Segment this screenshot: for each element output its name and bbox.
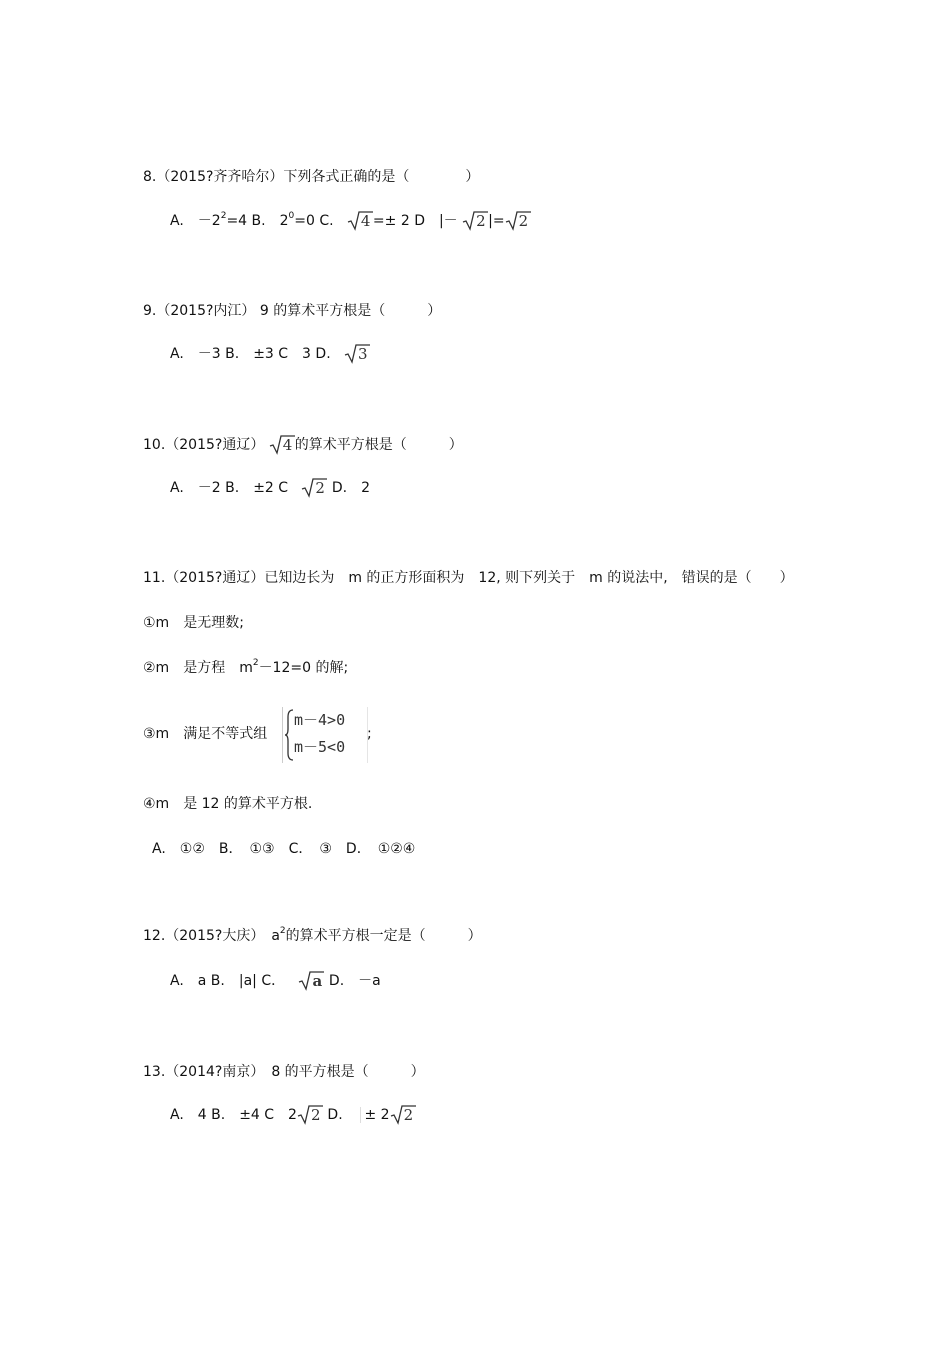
inequality-row-1: m－4>0 bbox=[294, 711, 346, 729]
question-13-options: A. 4 B. ±4 C 2 2 D. ± 2 2 bbox=[170, 1105, 416, 1127]
question-12-options: A. a B. |a| C． a D. －a bbox=[170, 972, 381, 990]
question-11-stem: 11.（2015?通辽）已知边长为 m 的正方形面积为 12, 则下列关于 m 的说法中, 错误的是（ ） bbox=[143, 570, 794, 586]
question-12-stem: 12.（2015?大庆） $a^2$的算术平方根一定是（ ） bbox=[143, 926, 482, 944]
question-8-options: A. $-2^2=4$ B. $2^0=0$ C. 4 =± 2 D |－ 2 |= 2 bbox=[170, 211, 531, 233]
question-11-statement-3: ③m 满足不等式组 bbox=[143, 726, 268, 742]
sqrt-2-symbol: 2 bbox=[505, 211, 531, 231]
question-13-stem: 13.（2014?南京） 8 的平方根是（ ） bbox=[143, 1064, 425, 1080]
sqrt-3-symbol: 3 bbox=[344, 344, 370, 364]
inequality-row-2: m－5<0 bbox=[294, 738, 346, 756]
question-10-stem: 10.（2015?通辽） 4 的算术平方根是（ ） bbox=[143, 436, 463, 454]
question-11-statement-4: ④m 是 12 的算术平方根. bbox=[143, 796, 313, 812]
sqrt-2-symbol: 2 bbox=[297, 1105, 323, 1125]
sqrt-4-symbol: 4 bbox=[269, 435, 295, 455]
question-11-options: A. ①② B． ①③ C． ③ D． ①②④ bbox=[152, 841, 416, 857]
sqrt-a-symbol: a bbox=[298, 971, 324, 991]
sqrt-4-symbol: 4 bbox=[347, 211, 373, 231]
question-10-options: A. －2 B. ±2 C 2 D. 2 bbox=[170, 479, 371, 497]
question-11-statement-2: ②m 是方程 $m^2-12=0$ 的解; bbox=[143, 658, 349, 676]
sqrt-2-symbol: 2 bbox=[390, 1105, 416, 1125]
inequality-system bbox=[282, 707, 368, 763]
question-8-stem: 8.（2015?齐齐哈尔）下列各式正确的是（ ） bbox=[143, 169, 480, 185]
option-d-expression: ± 2 2 bbox=[360, 1107, 415, 1123]
sqrt-2-symbol: 2 bbox=[301, 478, 327, 498]
question-11-statement-1: ①m 是无理数; bbox=[143, 615, 244, 631]
sqrt-2-symbol: 2 bbox=[462, 211, 488, 231]
question-9-options: A. －3 B. ±3 C 3 D. 3 bbox=[170, 344, 370, 366]
question-9-stem: 9.（2015?内江） 9 的算术平方根是（ ） bbox=[143, 303, 442, 319]
inequality-semicolon: ; bbox=[367, 726, 372, 742]
